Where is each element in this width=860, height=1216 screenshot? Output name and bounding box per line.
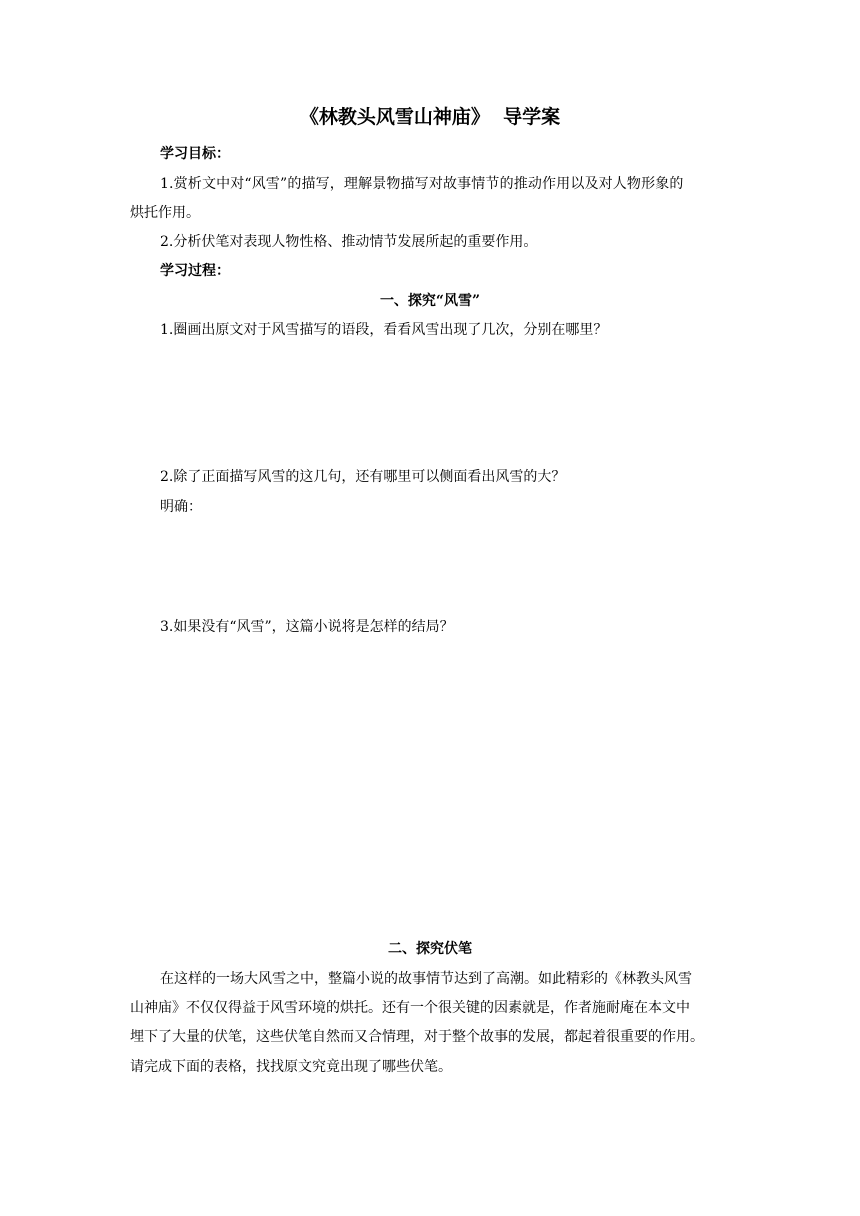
objective-2: 2.分析伏笔对表现人物性格、推动情节发展所起的重要作用。 <box>160 234 538 250</box>
objectives-heading: 学习目标： <box>160 146 230 162</box>
section-2-paragraph-line-4: 请完成下面的表格，找找原文究竟出现了哪些伏笔。 <box>130 1059 452 1075</box>
objective-1-line-1: 1.赏析文中对“风雪”的描写，理解景物描写对故事情节的推动作用以及对人物形象的 <box>160 176 684 192</box>
process-heading: 学习过程： <box>160 263 230 279</box>
question-1: 1.圈画出原文对于风雪描写的语段，看看风雪出现了几次，分别在哪里？ <box>160 322 608 338</box>
page-title: 《林教头风雪山神庙》 导学案 <box>299 106 561 128</box>
section-2-paragraph-line-3: 埋下了大量的伏笔，这些伏笔自然而又合情理，对于整个故事的发展，都起着很重要的作用。 <box>130 1029 704 1045</box>
objective-1-line-2: 烘托作用。 <box>130 205 200 221</box>
question-3: 3.如果没有“风雪”，这篇小说将是怎样的结局？ <box>160 619 454 635</box>
section-2-paragraph-line-1: 在这样的一场大风雪之中，整篇小说的故事情节达到了高潮。如此精彩的《林教头风雪 <box>160 971 692 987</box>
question-2: 2.除了正面描写风雪的这几句，还有哪里可以侧面看出风雪的大？ <box>160 469 566 485</box>
question-2-answer-label: 明确： <box>160 499 202 515</box>
section-2-paragraph-line-2: 山神庙》不仅仅得益于风雪环境的烘托。还有一个很关键的因素就是，作者施耐庵在本文中 <box>130 1000 690 1016</box>
section-1-heading: 一、探究“风雪” <box>379 293 481 309</box>
section-2-heading: 二、探究伏笔 <box>388 941 472 957</box>
